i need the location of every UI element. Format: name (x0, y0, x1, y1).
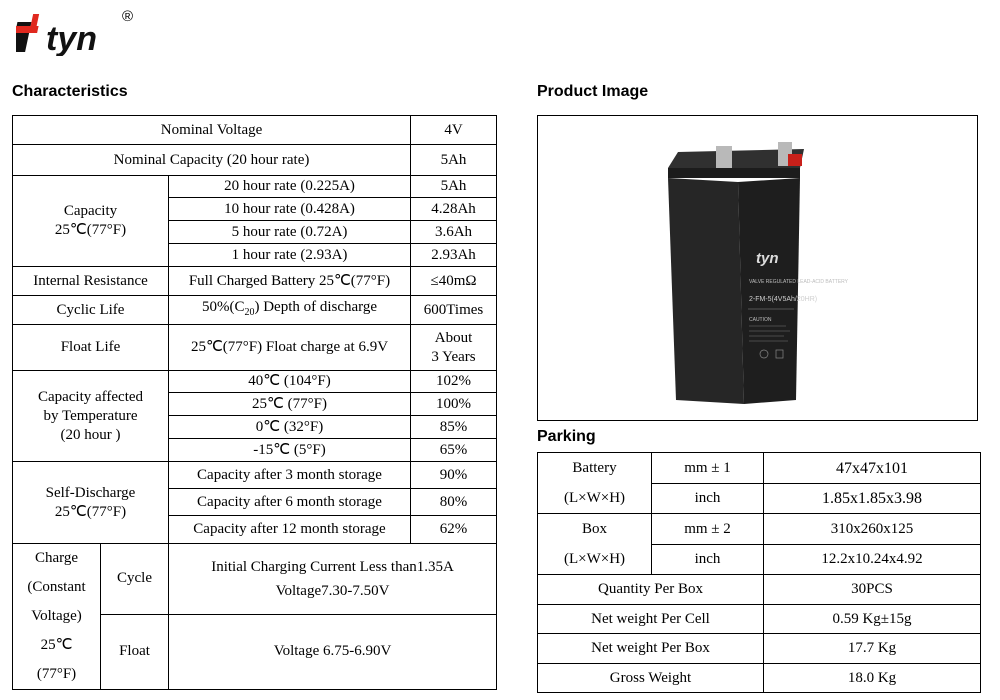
nominal-voltage-value: 4V (411, 116, 497, 145)
registered-mark: ® (122, 8, 134, 25)
internal-resistance-label: Internal Resistance (13, 267, 169, 296)
capacity-label-line2: 25℃(77°F) (54, 222, 127, 238)
internal-resistance-value: ≤40mΩ (411, 267, 497, 296)
logo-text: tyn (46, 20, 97, 56)
battery-brand: tyn (756, 250, 779, 267)
internal-resistance-cond: Full Charged Battery 25℃(77°F) (169, 267, 411, 296)
temperature-cond: -15℃ (5°F) (169, 439, 411, 462)
charge-label (13, 544, 101, 690)
float-life-value-line1: About (434, 329, 473, 346)
quantity-per-box-label: Quantity Per Box (538, 575, 764, 605)
charge-cycle-line2: Voltage7.30-7.50V (275, 582, 390, 599)
float-life-value-line2: 3 Years (431, 348, 476, 365)
temperature-cond: 40℃ (104°F) (169, 371, 411, 393)
capacity-value: 2.93Ah (411, 244, 497, 267)
battery-image (538, 116, 977, 420)
capacity-value: 3.6Ah (411, 221, 497, 244)
nominal-capacity-label: Nominal Capacity (20 hour rate) (13, 145, 411, 176)
charge-label-line: (Constant (27, 579, 86, 595)
float-life-label: Float Life (13, 325, 169, 371)
net-weight-cell-label: Net weight Per Cell (538, 605, 764, 634)
capacity-cond: 5 hour rate (0.72A) (169, 221, 411, 244)
capacity-label-line1: Capacity (63, 203, 118, 219)
battery-value-inch: 1.85x1.85x3.98 (764, 484, 981, 514)
charge-label-line: 25℃ (40, 637, 73, 653)
product-image-frame (537, 115, 978, 421)
temperature-cond: 0℃ (32°F) (169, 416, 411, 439)
self-discharge-label-line1: Self-Discharge (45, 484, 136, 501)
net-weight-box-label: Net weight Per Box (538, 634, 764, 664)
brand-logo (16, 10, 136, 58)
charge-float-label: Float (101, 614, 169, 689)
battery-caution: CAUTION (749, 317, 772, 323)
capacity-cond: 1 hour rate (2.93A) (169, 244, 411, 267)
box-value-mm: 310x260x125 (764, 514, 981, 545)
nominal-voltage-label: Nominal Voltage (13, 116, 411, 145)
self-discharge-value: 62% (411, 516, 497, 544)
charge-cycle-line1: Initial Charging Current Less than1.35A (211, 558, 454, 575)
battery-model: 2-FM-5(4V5Ah/20HR) (749, 296, 818, 303)
battery-unit-mm: mm ± 1 (652, 453, 764, 484)
self-discharge-label-line2: 25℃(77°F) (54, 503, 127, 520)
parking-table (537, 452, 981, 693)
self-discharge-value: 90% (411, 462, 497, 489)
temperature-label-line2: by Temperature (43, 407, 138, 424)
cyclic-life-label: Cyclic Life (13, 296, 169, 325)
net-weight-box-value: 17.7 Kg (764, 634, 981, 664)
float-life-value (411, 325, 497, 371)
box-label-line1: Box (581, 521, 607, 537)
cyclic-life-value: 600Times (411, 296, 497, 325)
temperature-label-line3: (20 hour ) (60, 426, 121, 443)
self-discharge-cond: Capacity after 12 month storage (169, 516, 411, 544)
battery-unit-inch: inch (652, 484, 764, 514)
capacity-cond: 20 hour rate (0.225A) (169, 176, 411, 198)
cyclic-life-cond (169, 296, 411, 325)
net-weight-cell-value: 0.59 Kg±15g (764, 605, 981, 634)
cyclic-life-cond-sub: 20 (244, 307, 255, 318)
box-value-inch: 12.2x10.24x4.92 (764, 545, 981, 575)
self-discharge-cond: Capacity after 6 month storage (169, 489, 411, 516)
temperature-value: 100% (411, 393, 497, 416)
charge-cycle-label: Cycle (101, 544, 169, 615)
box-label (538, 514, 652, 575)
cyclic-life-cond-suffix: ) Depth of discharge (254, 299, 378, 315)
charge-cycle-value (169, 544, 497, 615)
cyclic-life-cond-prefix: 50%(C (201, 299, 245, 315)
terminal-negative-icon (716, 146, 732, 168)
capacity-value: 5Ah (411, 176, 497, 198)
battery-label-line1: Battery (572, 460, 617, 476)
battery-caption: VALVE REGULATED LEAD-ACID BATTERY (749, 279, 849, 285)
temperature-value: 102% (411, 371, 497, 393)
charge-float-value: Voltage 6.75-6.90V (169, 614, 497, 689)
gross-weight-value: 18.0 Kg (764, 664, 981, 693)
product-image-heading: Product Image (537, 83, 649, 100)
self-discharge-cond: Capacity after 3 month storage (169, 462, 411, 489)
temperature-cond: 25℃ (77°F) (169, 393, 411, 416)
box-unit-inch: inch (652, 545, 764, 575)
parking-heading: Parking (537, 428, 596, 445)
battery-label-line2: (L×W×H) (563, 490, 626, 506)
box-unit-mm: mm ± 2 (652, 514, 764, 545)
temperature-value: 85% (411, 416, 497, 439)
box-label-line2: (L×W×H) (563, 551, 626, 567)
logo-mark-icon (16, 10, 121, 56)
characteristics-table (12, 115, 497, 690)
quantity-per-box-value: 30PCS (764, 575, 981, 605)
temperature-value: 65% (411, 439, 497, 462)
characteristics-heading: Characteristics (12, 83, 128, 100)
charge-label-line: Charge (34, 550, 79, 566)
battery-label (538, 453, 652, 514)
gross-weight-label: Gross Weight (538, 664, 764, 693)
float-life-cond: 25℃(77°F) Float charge at 6.9V (169, 325, 411, 371)
nominal-capacity-value: 5Ah (411, 145, 497, 176)
capacity-value: 4.28Ah (411, 198, 497, 221)
capacity-label (13, 176, 169, 267)
temperature-label (13, 371, 169, 462)
self-discharge-label (13, 462, 169, 544)
charge-label-line: Voltage) (31, 608, 82, 624)
battery-value-mm: 47x47x101 (764, 453, 981, 484)
capacity-cond: 10 hour rate (0.428A) (169, 198, 411, 221)
self-discharge-value: 80% (411, 489, 497, 516)
temperature-label-line1: Capacity affected (37, 388, 144, 405)
charge-label-line: (77°F) (36, 666, 77, 682)
